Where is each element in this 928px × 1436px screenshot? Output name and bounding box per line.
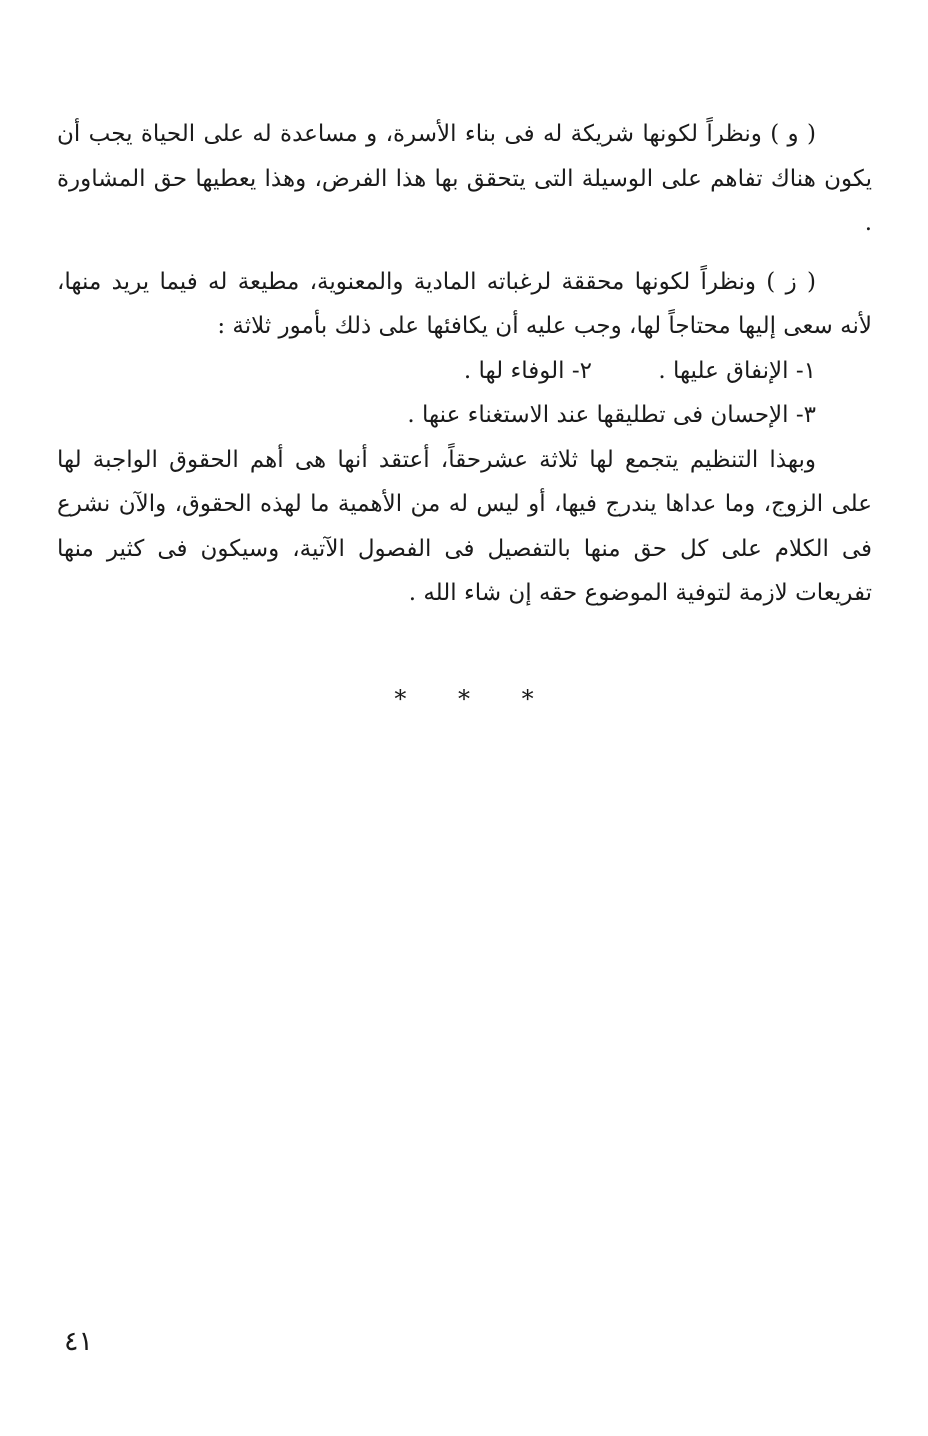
list-item-2: ٢- الوفاء لها . [463, 357, 592, 384]
body-text [57, 112, 872, 616]
paragraph-waw: ( و ) ونظراً لكونها شريكة له فى بناء الأسرة، و مساعدة له على الحياة يجب أن يكون هناك تفاهم على الوسيلة التى يتحقق بها هذا الفرض، وهذا يعطيها حق المشاورة . [57, 121, 872, 236]
section-separator [0, 685, 928, 713]
paragraph-final: وبهذا التنظيم يتجمع لها ثلاثة عشرحقاً، أعتقد أنها هى أهم الحقوق الواجبة لها على الزوج، وما عداها يندرج فيها، أو ليس له من الأهمية ما لهذه الحقوق، والآن نشرع فى الكلام على كل حق منها بالتفصيل فى الفصول الآتية، وسيكون فى كثير منها تفريعات لازمة لتوفية الموضوع حقه إن شاء الله . [57, 446, 872, 606]
asterisk-icon: * [394, 685, 407, 713]
asterisk-icon: * [458, 685, 470, 713]
list-item-3: ٣- الإحسان فى تطليقها عند الاستغناء عنها . [407, 402, 816, 428]
list-item-1: ١- الإنفاق عليها . [658, 357, 816, 384]
paragraph-zay: ( ز ) ونظراً لكونها محققة لرغباته المادية والمعنوية، مطيعة له فيما يريد منها، لأنه سعى إليها محتاجاً لها، وجب عليه أن يكافئها على ذلك بأمور ثلاثة : [57, 268, 872, 339]
list-row-1-2 [57, 349, 872, 394]
asterisk-icon: * [521, 685, 534, 713]
page-number: ٤١ [64, 1326, 94, 1357]
paragraph-gap [57, 246, 872, 260]
